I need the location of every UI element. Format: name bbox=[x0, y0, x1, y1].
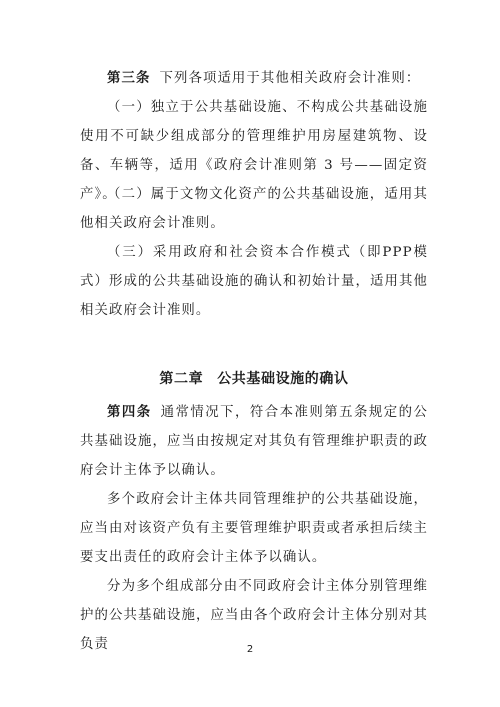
article-3-text: 下列各项适用于其他相关政府会计准则： bbox=[159, 71, 421, 86]
article-3-item-2: （二）属于文物文化资产的公共基础设施，适用其他相关政府会计准则。 bbox=[80, 187, 428, 231]
article-4-number: 第四条 bbox=[107, 405, 152, 420]
chapter-heading bbox=[80, 369, 428, 389]
page-number: 2 bbox=[246, 644, 254, 655]
article-3-paragraph bbox=[80, 64, 428, 93]
split-maintenance-paragraph: 分为多个组成部分由不同政府会计主体分别管理维护的公共基础设施，应当由各个政府会计主体分别对其负责 bbox=[80, 579, 428, 652]
chapter-number: 第二章 bbox=[159, 371, 204, 387]
article-3-number: 第三条 bbox=[107, 71, 151, 86]
article-4-text: 通常情况下，符合本准则第五条规定的公共基础设施，应当由按规定对其负有管理维护职责的政府会计主体予以确认。 bbox=[80, 405, 428, 478]
shared-maintenance-paragraph: 多个政府会计主体共同管理维护的公共基础设施，应当由对该资产负有主要管理维护职责或者承担后续主要支出责任的政府会计主体予以确认。 bbox=[80, 492, 428, 565]
article-3-item-1: （一）独立于公共基础设施、不构成公共基础设施使用不可缺少组成部分的管理维护用房屋建筑物、设备、车辆等，适用《政府会计准则第 3 号——固定资产》。 bbox=[80, 100, 428, 202]
article-4-paragraph bbox=[80, 398, 428, 485]
chapter-title-text: 公共基础设施的确认 bbox=[217, 371, 349, 387]
article-3-item-3: （三）采用政府和社会资本合作模式（即PPP模式）形成的公共基础设施的确认和初始计量，适用其他相关政府会计准则。 bbox=[80, 245, 428, 318]
